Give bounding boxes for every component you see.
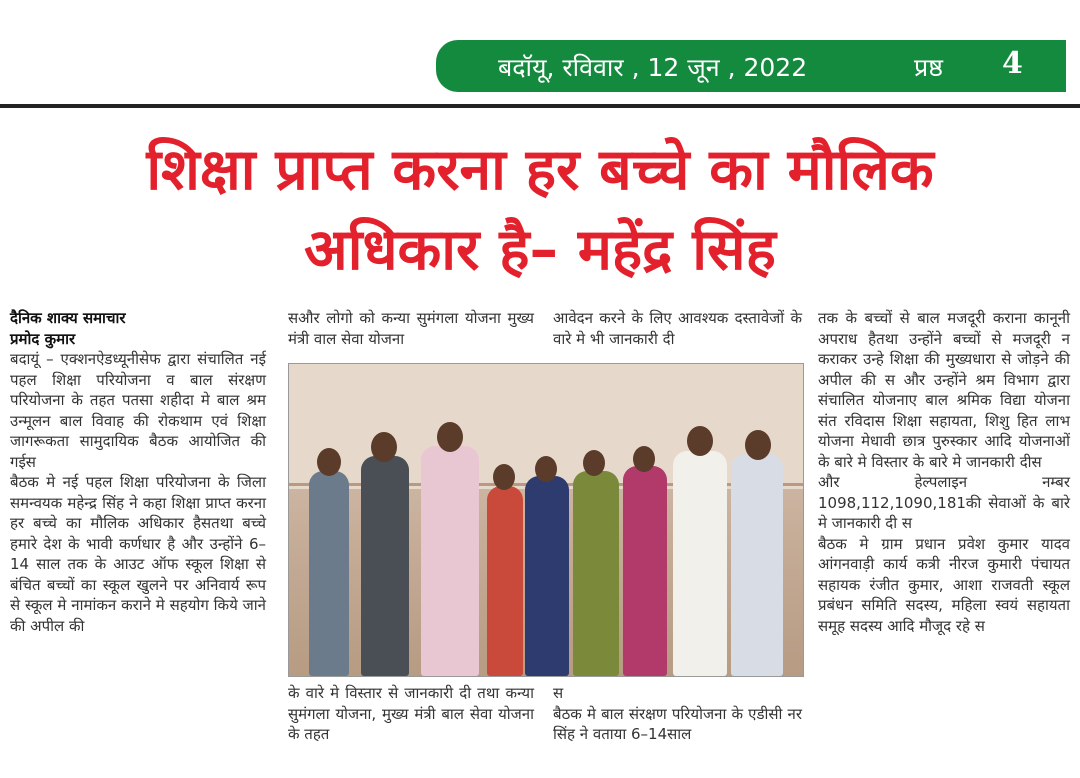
article-column-3-top	[553, 308, 802, 349]
article-column-2-top	[288, 308, 534, 349]
article-column-2-bottom	[288, 683, 534, 745]
page-label: प्रष्ठ	[914, 53, 943, 82]
paragraph: आवेदन करने के लिए आवश्यक दस्तावेजों के वारे मे भी जानकारी दी	[553, 309, 802, 348]
paragraph: बैठक मे बाल संरक्षण परियोजना के एडीसी नर सिंह ने वताया 6–14साल	[553, 704, 802, 743]
paragraph: स	[553, 684, 564, 702]
paragraph: सऔर लोगो को कन्या सुमंगला योजना मुख्य मंत्री वाल सेवा योजना	[288, 309, 534, 348]
paragraph: बैठक मे नई पहल शिक्षा परियोजना के जिला समन्वयक महेन्द्र सिंह ने कहा शिक्षा प्राप्त करना हर बच्चे का मौलिक अधिकार हैसतथा बच्चे हमारे देश के भावी कर्णधार है और उन्होंने 6–14 साल तक के आउट ऑफ स्कूल शिक्षा से बंचित बच्चों का स्कूल खुलने पर अनिवार्य रूप से स्कूल मे नामांकन कराने मे सहयोग किये जाने की अपील की	[10, 473, 266, 635]
headline	[10, 130, 1070, 290]
source-byline: दैनिक शाक्य समाचार	[10, 309, 126, 327]
article-column-1	[10, 308, 266, 636]
article-column-3-bottom	[553, 683, 802, 745]
meeting-group-photo	[288, 363, 804, 677]
page-number: 4	[1002, 46, 1023, 81]
headline-line-2: अधिकार है– महेंद्र सिंह	[304, 217, 776, 283]
header-rule	[0, 104, 1080, 108]
paragraph: के वारे मे विस्तार से जानकारी दी तथा कन्या सुमंगला योजना, मुख्य मंत्री बाल सेवा योजना के तहत	[288, 684, 534, 743]
article-column-4	[818, 308, 1070, 636]
paragraph: और हेल्पलाइन नम्बर 1098,112,1090,181की सेवाओं के बारे मे जानकारी दी स	[818, 473, 1070, 532]
paragraph: बैठक मे ग्राम प्रधान प्रवेश कुमार यादव आंगनवाड़ी कार्य कत्री नीरज कुमारी पंचायत सहायक रंजीत कुमार, आशा राजवती स्कूल प्रबंधन समिति सदस्य, महिला स्वयं सहायता समूह सदस्य आदि मौजूद रहे स	[818, 534, 1070, 635]
headline-line-1: शिक्षा प्राप्त करना हर बच्चे का मौलिक	[146, 137, 934, 203]
paragraph: बदायूं – एक्शनऐडध्यूनीसेफ द्वारा संचालित नई पहल शिक्षा परियोजना व बाल संरक्षण परियोजना के तहत पतसा शहीदा मे बाल श्रम उन्मूलन बाल विवाह की रोकथाम एवं शिक्षा जागरूकता सामुदायिक बैठक आयोजित की गईस	[10, 350, 266, 471]
date-page-banner	[436, 40, 1066, 92]
paragraph: तक के बच्चों से बाल मजदूरी कराना कानूनी अपराध हैतथा उन्होंने बच्चों से मजदूरी न कराकर उन्हे शिक्षा की मुख्यधारा से जोड़ने की अपील की स और उन्होंने श्रम विभाग द्वारा संचालित योजनाए बाल श्रमिक विद्या योजना संत रविदास शिक्षा सहायता, शिशु हित लाभ योजना मेधावी छात्र पुरुस्कार आदि योजनाओं के बारे मे विस्तार के बारे मे जानकारी दीस	[818, 309, 1070, 471]
author-byline: प्रमोद कुमार	[10, 329, 76, 348]
dateline: बदॉयू, रविवार , 12 जून , 2022	[498, 53, 808, 82]
